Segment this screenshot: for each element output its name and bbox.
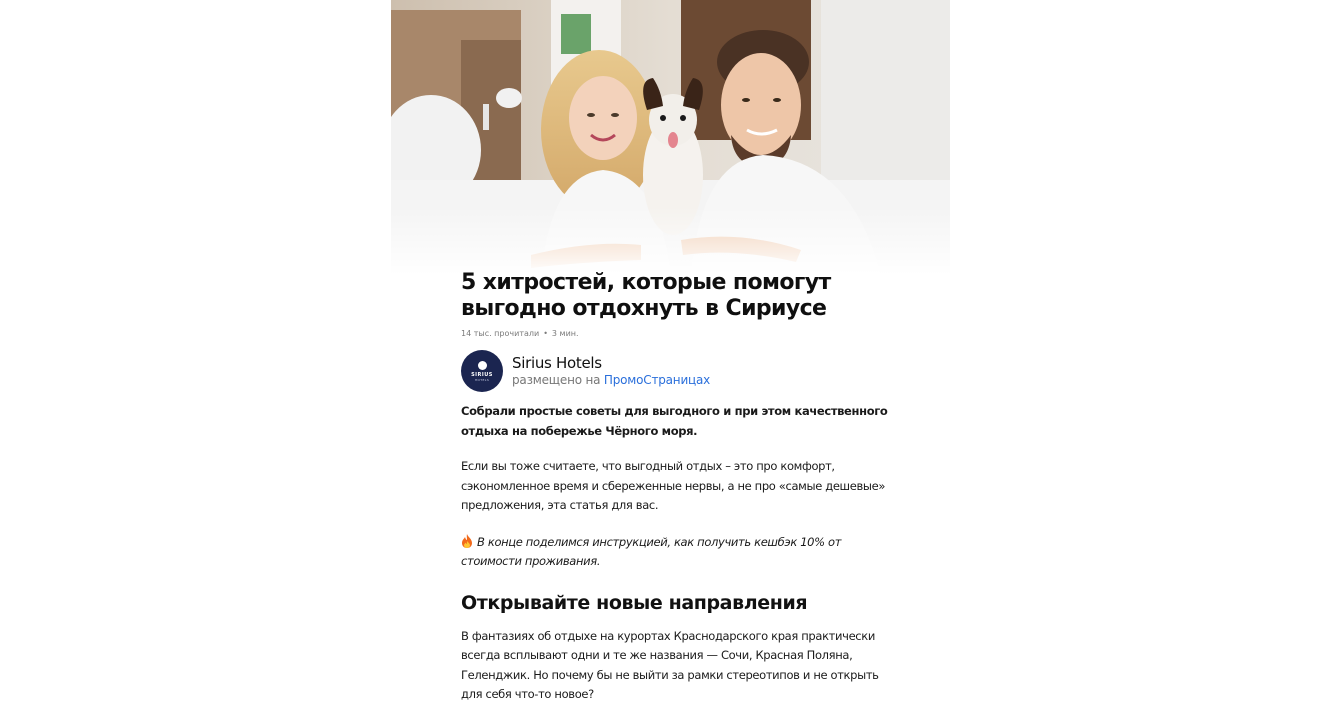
cashback-note-text: В конце поделимся инструкцией, как получить кешбэк 10% от стоимости проживания. bbox=[461, 534, 842, 568]
author-block bbox=[461, 350, 891, 392]
avatar-logo-text: SIRIUS bbox=[471, 371, 493, 378]
section-heading: Открывайте новые направления bbox=[461, 591, 808, 614]
article-meta bbox=[461, 328, 891, 340]
read-time: 3 мин. bbox=[551, 329, 579, 338]
placement-prefix: размещено на bbox=[512, 373, 604, 387]
hero-image bbox=[391, 0, 950, 275]
article-title: 5 хитростей, которые помогут выгодно отдохнуть в Сириусе bbox=[461, 270, 831, 321]
author-info bbox=[512, 354, 710, 388]
article-paragraph: В фантазиях об отдыхе на курортах Краснодарского края практически всегда всплывают одни и те же названия — Сочи, Красная Поляна, Геленджик. Но почему бы не выйти за рамки стереотипов и не открыть для себя что-то новое? bbox=[461, 628, 879, 701]
author-placement bbox=[512, 372, 710, 388]
avatar-logo-subtext: HOTELS bbox=[474, 377, 490, 382]
fire-icon bbox=[461, 534, 473, 548]
article-paragraph: Если вы тоже считаете, что выгодный отдых – это про комфорт, сэкономленное время и сбереженные нервы, а не про «самые дешевые» предложения, эта статья для вас. bbox=[461, 459, 886, 512]
read-count: 14 тыс. прочитали bbox=[461, 329, 540, 338]
promo-pages-link[interactable]: ПромоСтраницах bbox=[603, 373, 711, 387]
article bbox=[461, 270, 891, 705]
author-avatar[interactable] bbox=[461, 350, 503, 392]
couple-with-dog-photo bbox=[391, 0, 950, 275]
author-name[interactable]: Sirius Hotels bbox=[512, 354, 602, 372]
cashback-note bbox=[461, 533, 891, 572]
sirius-logo-icon bbox=[478, 361, 487, 370]
article-lead: Собрали простые советы для выгодного и при этом качественного отдыха на побережье Чёрного моря. bbox=[461, 404, 888, 438]
meta-separator: • bbox=[543, 329, 548, 338]
